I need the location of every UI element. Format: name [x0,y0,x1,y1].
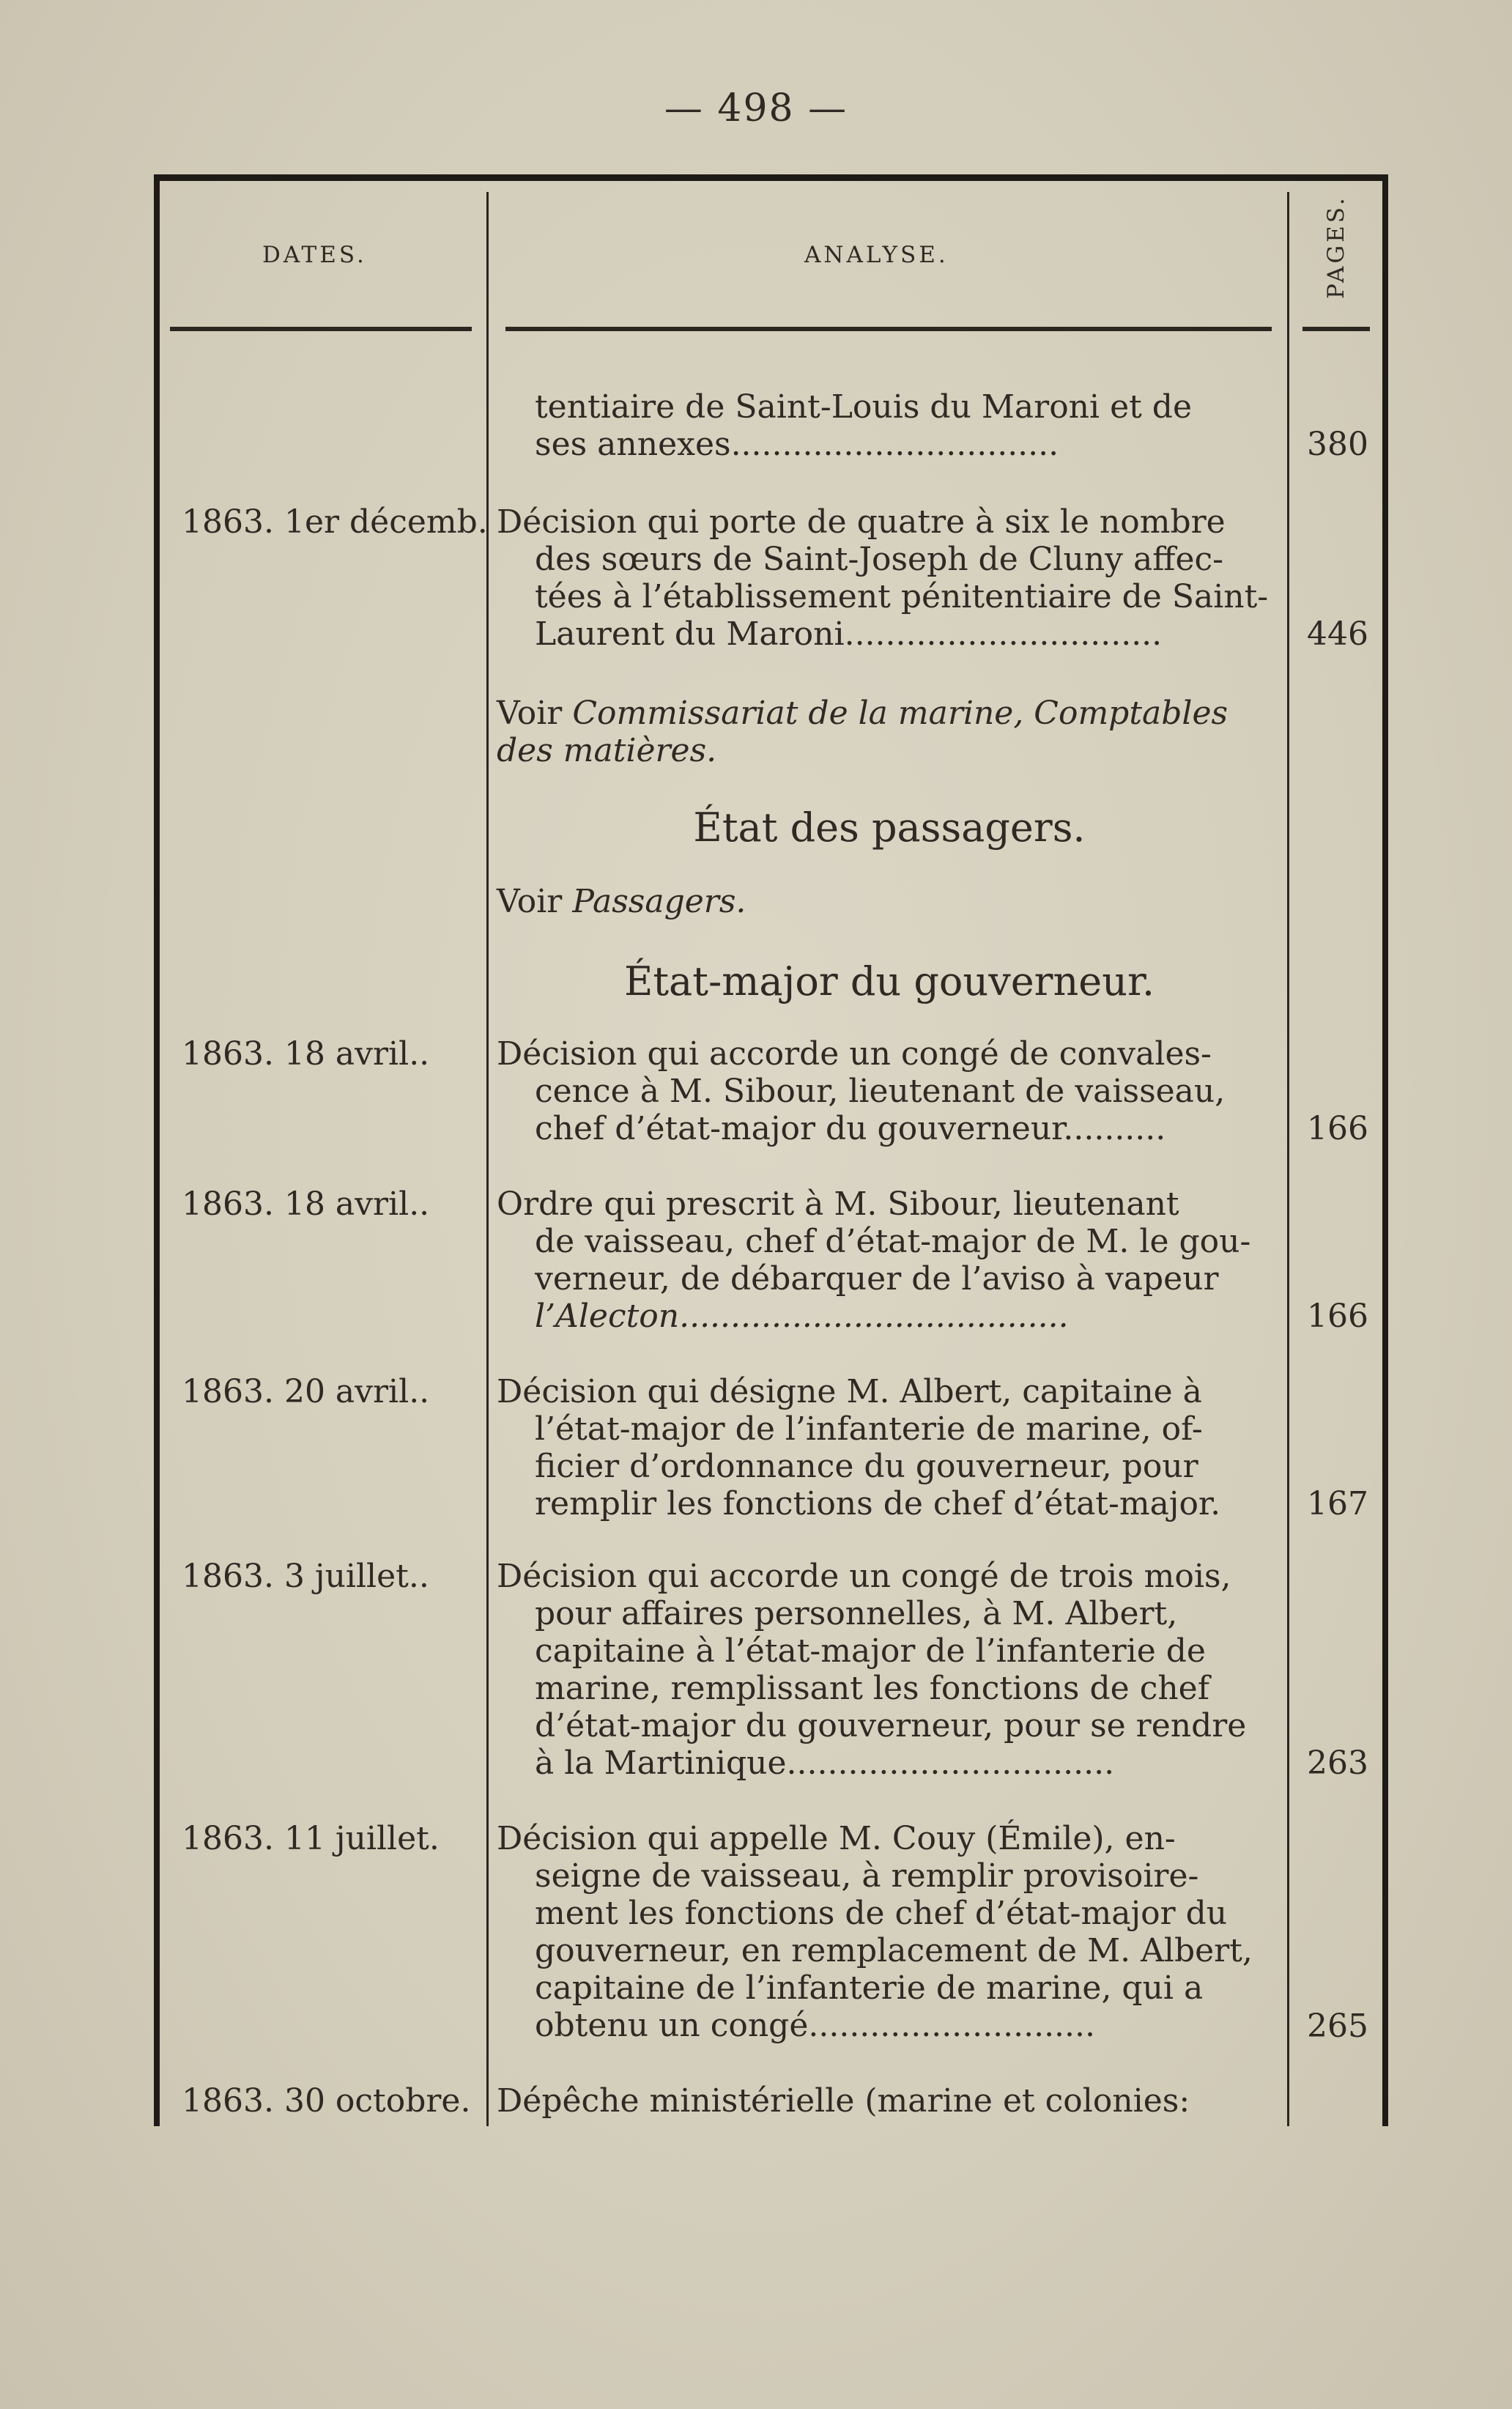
entry-line: seigne de vaisseau, à remplir provisoire- [535,1857,1199,1895]
column-divider-pages [1287,192,1289,2126]
header-rule-dates [170,327,472,331]
entry-line: l’état-major de l’infanterie de marine, of- [535,1410,1203,1448]
entry-line: l’Alecton...................................... [535,1298,1069,1335]
entry-line: Décision qui porte de quatre à six le nombre [497,503,1226,541]
entry-date: 1863. 30 octobre. [182,2082,471,2120]
entry-line: ficier d’ordonnance du gouverneur, pour [535,1448,1198,1485]
entry-date: 1863. 1er décemb. [182,503,488,541]
entry-date: 1863. 11 juillet. [182,1820,440,1857]
entry-date: 1863. 18 avril.. [182,1035,430,1073]
entry-analysis [497,503,1282,653]
page-ref: 446 [1307,615,1368,653]
entry-analysis [497,1035,1282,1147]
entry-line: tentiaire de Saint-Louis du Maroni et de [535,388,1192,426]
entry-line: verneur, de débarquer de l’aviso à vapeur [535,1260,1219,1298]
entry-line: obtenu un congé............................ [535,2007,1095,2044]
entry-line: ment les fonctions de chef d’état-major du [535,1895,1228,1932]
entry-line: Décision qui désigne M. Albert, capitaine à [497,1373,1202,1410]
entry-line: des sœurs de Saint-Joseph de Cluny affec- [535,541,1224,578]
entry-line: marine, remplissant les fonctions de chef [535,1670,1209,1707]
entry-line: Ordre qui prescrit à M. Sibour, lieutenant [497,1185,1179,1223]
entry-line: Décision qui accorde un congé de convales- [497,1035,1212,1073]
column-divider-dates [486,192,489,2126]
entry-line: à la Martinique................................ [535,1744,1115,1782]
entry-analysis [497,1558,1282,1782]
header-analyse: ANALYSE. [804,242,949,268]
entry-line: de vaisseau, chef d’état-major de M. le gou- [535,1223,1251,1260]
page-number: — 498 — [664,86,848,130]
entry-line: pour affaires personnelles, à M. Albert, [535,1595,1178,1632]
entry-line: Dépêche ministérielle (marine et colonies: [497,2082,1190,2120]
header-dates: DATES. [262,242,367,268]
entry-analysis [497,1185,1282,1335]
entry-line: Décision qui appelle M. Couy (Émile), en- [497,1820,1176,1857]
entry-line: capitaine de l’infanterie de marine, qui a [535,1969,1204,2007]
entry-line: remplir les fonctions de chef d’état-major. [535,1485,1221,1522]
entry-line: Laurent du Maroni............................... [535,615,1163,653]
entry-line: gouverneur, en remplacement de M. Albert, [535,1932,1253,1969]
page-ref: 263 [1307,1744,1368,1782]
entry-line: Décision qui accorde un congé de trois mois, [497,1558,1231,1595]
entry-continuation [497,388,1282,463]
section-title-etat-major: État-major du gouverneur. [623,958,1155,1004]
cross-reference-commissariat: Voir Commissariat de la marine, Comptables des matières. [497,695,1228,769]
entry-line: capitaine à l’état-major de l’infanterie de [535,1632,1206,1670]
entry-line: tées à l’établissement pénitentiaire de Saint- [535,578,1269,615]
page-ref: 166 [1307,1298,1368,1335]
entry-analysis [497,1373,1282,1522]
cross-reference-passagers: Voir Passagers. [497,883,746,920]
page-ref: 265 [1307,2008,1368,2045]
header-rule-analyse [505,327,1272,331]
entry-date: 1863. 3 juillet.. [182,1558,429,1595]
page-ref: 167 [1307,1485,1368,1522]
entry-line: d’état-major du gouverneur, pour se rendre [535,1707,1247,1744]
entry-analysis [497,2082,1282,2120]
entry-line: cence à M. Sibour, lieutenant de vaisseau, [535,1073,1226,1110]
page-ref: 380 [1307,426,1368,463]
header-pages: PAGES. [1323,195,1349,299]
entry-line: ses annexes................................ [535,426,1059,463]
page-ref: 166 [1307,1110,1368,1147]
entry-date: 1863. 20 avril.. [182,1373,430,1410]
entry-date: 1863. 18 avril.. [182,1185,430,1223]
header-rule-pages [1302,327,1370,331]
section-title-passagers: État des passagers. [693,804,1086,851]
entry-line: chef d’état-major du gouverneur.......... [535,1110,1166,1147]
entry-analysis [497,1820,1282,2044]
